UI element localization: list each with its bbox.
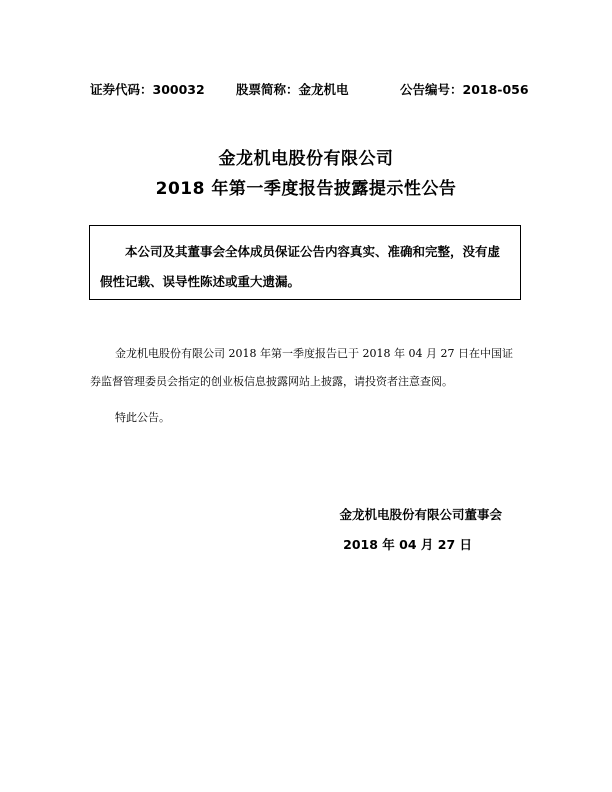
signature-board: 金龙机电股份有限公司董事会 [339,507,502,522]
body-paragraph: 金龙机电股份有限公司 2018 年第一季度报告已于 2018 年 04 月 27 日在中国证券监督管理委员会指定的创业板信息披露网站上披露，请投资者注意查阅。 [90,347,513,388]
company-title: 金龙机电股份有限公司 [218,149,394,169]
announcement-number: 公告编号：2018-056 [400,82,529,97]
announcement-title: 2018 年第一季度报告披露提示性公告 [155,179,457,199]
signature-date: 2018 年 04 月 27 日 [343,537,472,552]
board-guarantee-notice: 本公司及其董事会全体成员保证公告内容真实、准确和完整，没有虚假性记载、误导性陈述或重大遗漏。 [89,225,521,300]
stock-abbreviation: 股票简称：金龙机电 [236,82,349,97]
closing-paragraph: 特此公告。 [115,411,170,424]
stock-code: 证券代码：300032 [90,82,205,97]
